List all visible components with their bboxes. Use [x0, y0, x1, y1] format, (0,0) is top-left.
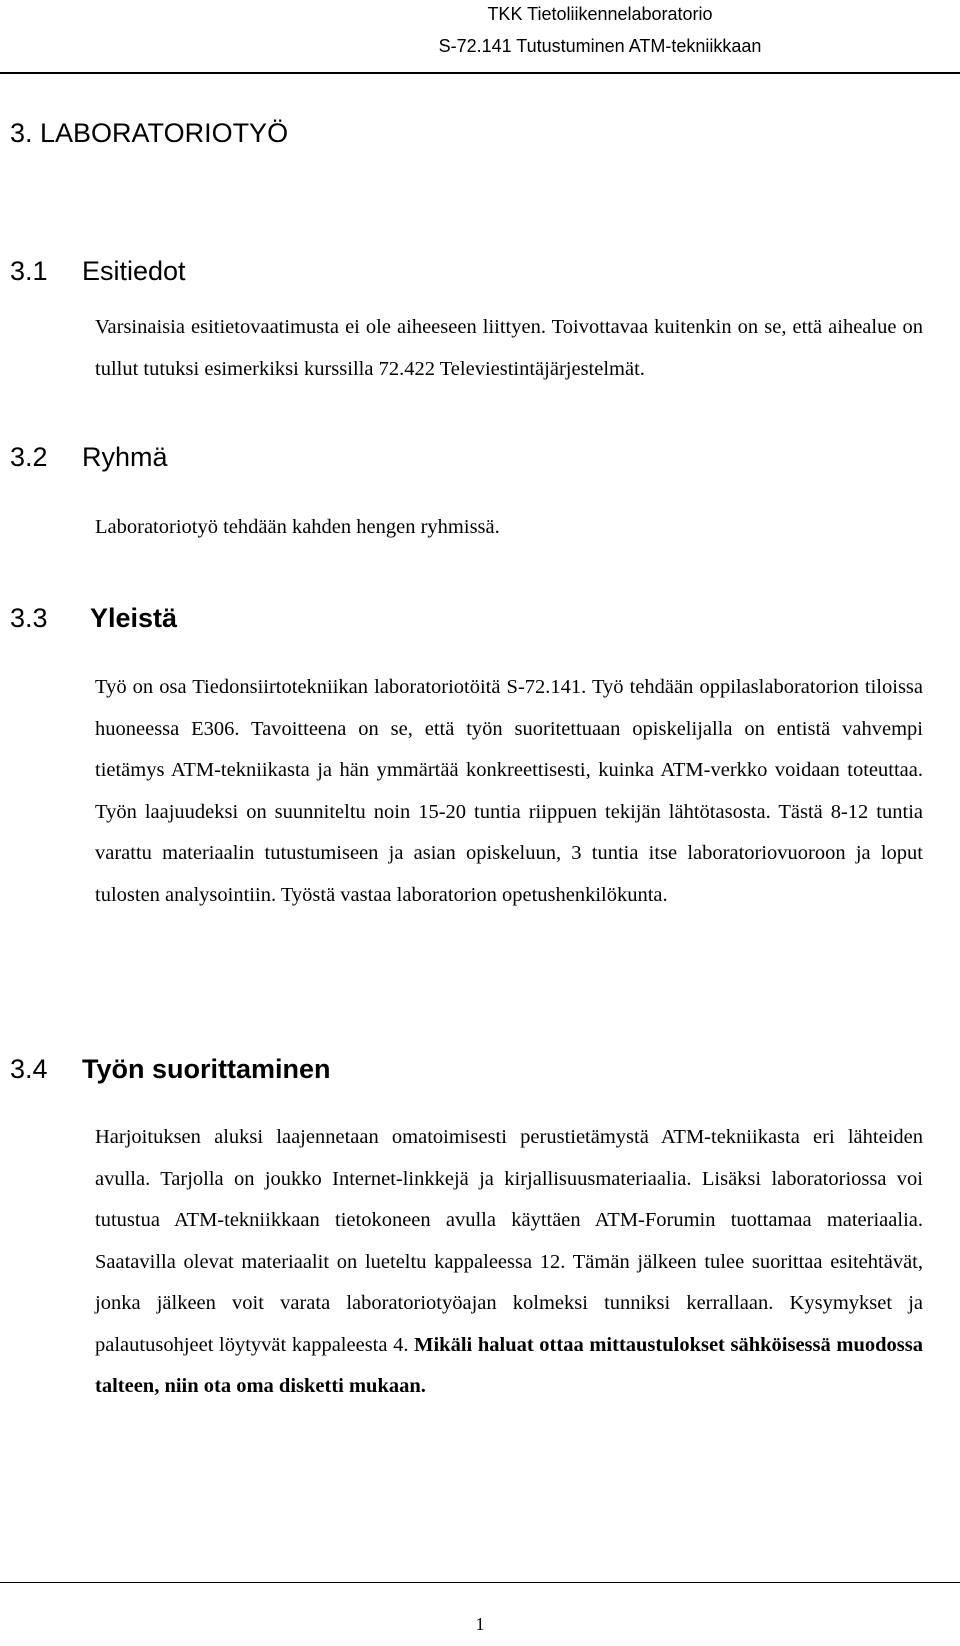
footer-rule: [0, 1582, 960, 1583]
section-number: 3.2: [10, 442, 48, 472]
section-title: Ryhmä: [82, 442, 168, 472]
section-body-3-1: Varsinaisia esitietovaatimusta ei ole aiheeseen liittyen. Toivottavaa kuitenkin on se, että aihealue on tullut tutuksi esimerkiksi kurssilla 72.422 Televiestintäjärjestelmät.: [95, 316, 923, 380]
header-course: S-72.141 Tutustuminen ATM-tekniikkaan: [438, 36, 762, 56]
section-body-text: Harjoituksen aluksi laajennetaan omatoimisesti perustietämystä ATM-tekniikasta eri lähteiden avulla. Tarjolla on joukko Internet-linkkejä ja kirjallisuusmateriaalia. Lisäksi laboratoriossa voi tutustua ATM-tekniikkaan tietokoneen avulla käyttäen ATM-Forumin tuottamaa materiaalia. Saatavilla olevat materiaalit on lueteltu kappaleessa 12. Tämän jälkeen tulee suorittaa esitehtävät, jonka jälkeen voit varata laboratoriotyöajan kolmeksi tunniksi kerrallaan. Kysymykset ja palautusohjeet löytyvät kappaleesta 4.: [95, 1126, 923, 1356]
section-heading-3-1: [10, 256, 186, 287]
section-body-bold-text: Mikäli haluat ottaa mittaustulokset sähköisessä muodossa talteen, niin ota oma disketti mukaan.: [95, 1333, 923, 1397]
section-body-3-2: Laboratoriotyö tehdään kahden hengen ryhmissä.: [95, 516, 500, 538]
page-number: 1: [475, 1614, 485, 1634]
section-heading-3-4: [10, 1054, 331, 1085]
section-title: Esitiedot: [82, 256, 186, 286]
section-number: 3.4: [10, 1054, 48, 1084]
header-institution: TKK Tietoliikennelaboratorio: [487, 4, 713, 24]
section-number: 3.1: [10, 256, 48, 286]
section-title: Työn suorittaminen: [82, 1054, 331, 1084]
section-title: Yleistä: [90, 603, 178, 633]
section-heading-3-3: [10, 603, 177, 634]
header-rule: [0, 72, 960, 74]
section-body-3-3: Työ on osa Tiedonsiirtotekniikan laboratoriotöitä S-72.141. Työ tehdään oppilaslaboratorion tiloissa huoneessa E306. Tavoitteena on se, että työn suoritettuaan opiskelijalla on entistä vahvempi tietämys ATM-tekniikasta ja hän ymmärtää konkreettisesti, kuinka ATM-verkko voidaan toteuttaa. Työn laajuudeksi on suunniteltu noin 15-20 tuntia riippuen tekijän lähtötasosta. Tästä 8-12 tuntia varattu materiaalin tutustumiseen ja asian opiskeluun, 3 tuntia itse laboratoriovuoroon ja loput tulosten analysointiin. Työstä vastaa laboratorion opetushenkilökunta.: [95, 676, 923, 906]
section-heading-3-2: [10, 442, 168, 473]
section-number: 3.3: [10, 603, 48, 633]
section-body-3-4: [95, 1117, 923, 1408]
chapter-title: 3. LABORATORIOTYÖ: [10, 118, 289, 148]
